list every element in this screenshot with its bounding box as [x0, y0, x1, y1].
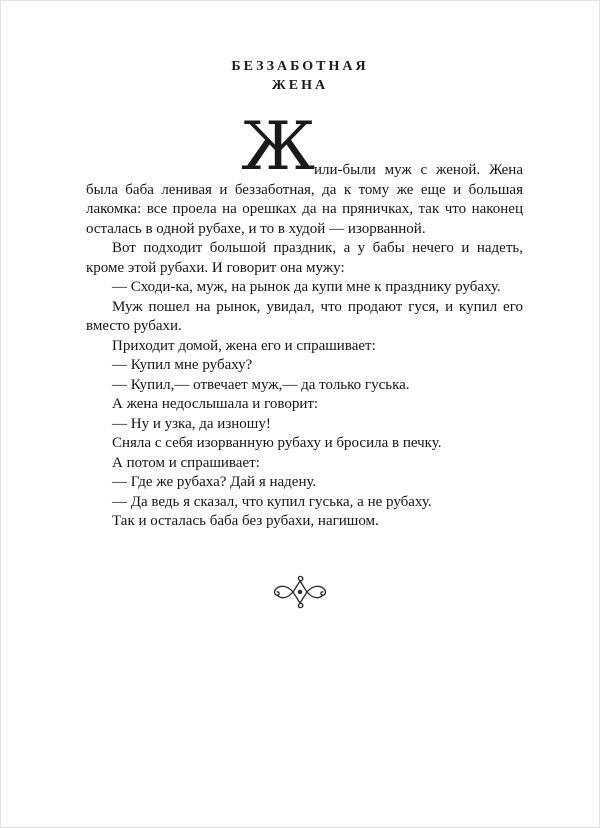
drop-cap-initial: Ж	[241, 108, 316, 185]
end-ornament-icon	[1, 574, 599, 615]
story-paragraph: — Сходи-ка, муж, на рынок да купи мне к празднику рубаху.	[112, 279, 501, 295]
story-paragraph	[86, 108, 523, 239]
page-title	[1, 1, 599, 95]
story-paragraph: Так и осталась баба без рубахи, нагишом.	[112, 513, 379, 529]
story-paragraph: Приходит домой, жена его и спрашивает:	[112, 337, 376, 354]
story-paragraph: — Ну и узка, да изношу!	[112, 415, 271, 432]
story-paragraph: А жена недослышала и говорит:	[112, 396, 319, 412]
story-paragraph: — Купил мне рубаху?	[112, 357, 253, 373]
story-text	[86, 108, 523, 532]
story-paragraph: Вот подходит большой праздник, а у бабы нечего и надеть, кроме этой рубахи. И говорит она мужу:	[86, 240, 523, 276]
story-paragraph: — Да ведь я сказал, что купил гуська, а не рубаху.	[112, 493, 432, 510]
title-line-2: ЖЕНА	[271, 78, 329, 93]
story-paragraph: — Где же рубаха? Дай я надену.	[112, 474, 317, 490]
story-paragraph: — Купил,— отвечает муж,— да только гуська.	[112, 376, 410, 393]
paragraph-text: или-были муж с женой. Жена была баба ленивая и беззаботная, да к тому же еще и большая лакомка: все проела на орешках да на пряничках, так что наконец осталась в одной рубахе, и то в худой — изорванной.	[86, 162, 523, 237]
story-paragraph: А потом и спрашивает:	[112, 454, 260, 471]
title-line-1: БЕЗЗАБОТНАЯ	[231, 59, 369, 74]
story-paragraph: Муж пошел на рынок, увидал, что продают гуся, и купил его вместо рубахи.	[86, 298, 523, 334]
story-paragraph: Сняла с себя изорванную рубаху и бросила в печку.	[112, 435, 442, 451]
